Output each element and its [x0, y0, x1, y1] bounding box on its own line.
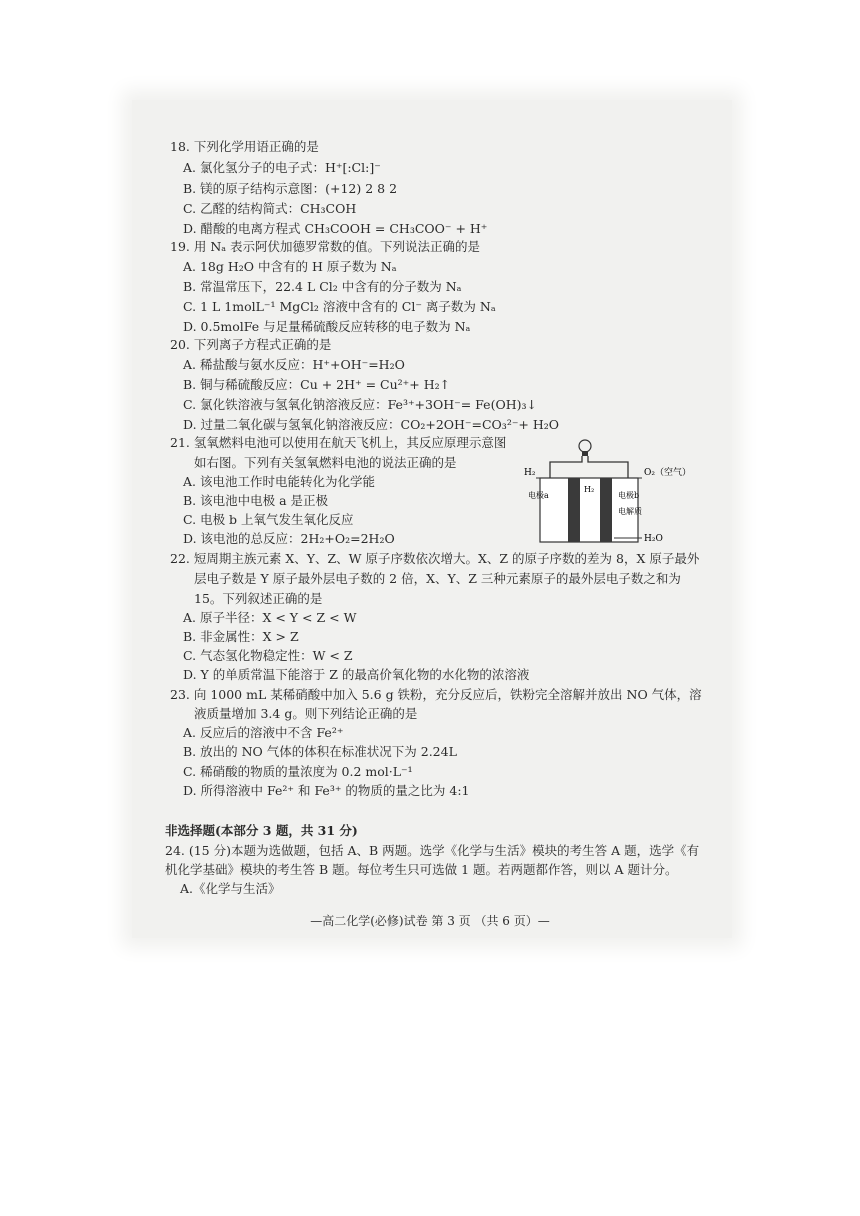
question-24-subtitle: A.《化学与生活》	[180, 881, 281, 896]
electrode-a	[568, 478, 580, 542]
label-h2-in: H₂	[524, 468, 536, 478]
q19-option-a: A. 18g H₂O 中含有的 H 原子数为 Nₐ	[183, 259, 397, 274]
q20-option-b: B. 铜与稀硫酸反应：Cu + 2H⁺ = Cu²⁺+ H₂↑	[183, 377, 451, 392]
q23-option-b: B. 放出的 NO 气体的体积在标准状况下为 2.24L	[183, 744, 457, 759]
q22-option-d: D. Y 的单质常温下能溶于 Z 的最高价氧化物的水化物的浓溶液	[183, 667, 530, 682]
label-o2-in: O₂（空气）	[644, 468, 691, 478]
q21-option-a: A. 该电池工作时电能转化为化学能	[183, 474, 375, 489]
wire-left	[550, 456, 582, 478]
question-23-stem-cont: 液质量增加 3.4 g。则下列结论正确的是	[194, 706, 418, 721]
label-electrode-b: 电极b	[618, 491, 640, 500]
fuel-cell-diagram	[520, 438, 700, 548]
label-electrode-a: 电极a	[528, 491, 549, 500]
q20-option-a: A. 稀盐酸与氨水反应：H⁺+OH⁻=H₂O	[183, 357, 405, 372]
label-h2o-out: H₂O	[644, 534, 663, 544]
q21-option-d: D. 该电池的总反应：2H₂+O₂=2H₂O	[183, 531, 395, 546]
q18-option-a: A. 氯化氢分子的电子式：H⁺[:Cl:]⁻	[183, 160, 381, 175]
q20-option-d: D. 过量二氧化碳与氢氧化钠溶液反应：CO₂+2OH⁻=CO₃²⁻+ H₂O	[183, 417, 560, 432]
q18-option-c: C. 乙醛的结构简式：CH₃COH	[183, 201, 357, 216]
question-22-stem-cont2: 15。下列叙述正确的是	[194, 591, 323, 606]
question-24-line1: 24. (15 分)本题为选做题，包括 A、B 两题。选学《化学与生活》模块的考生答 A 题，选学《有	[165, 843, 700, 858]
q22-option-c: C. 气态氢化物稳定性：W < Z	[183, 648, 353, 663]
q21-option-b: B. 该电池中电极 a 是正极	[183, 493, 329, 508]
q21-option-c: C. 电极 b 上氧气发生氧化反应	[183, 512, 354, 527]
q23-option-c: C. 稀硝酸的物质的量浓度为 0.2 mol·L⁻¹	[183, 764, 413, 779]
q19-option-d: D. 0.5molFe 与足量稀硫酸反应转移的电子数为 Nₐ	[183, 319, 471, 334]
electrode-b	[600, 478, 612, 542]
section-heading: 非选择题(本部分 3 题，共 31 分)	[165, 823, 358, 838]
q19-option-c: C. 1 L 1molL⁻¹ MgCl₂ 溶液中含有的 Cl⁻ 离子数为 Nₐ	[183, 299, 496, 314]
question-20-stem: 20. 下列离子方程式正确的是	[170, 337, 332, 352]
question-21-stem: 21. 氢氧燃料电池可以使用在航天飞机上，其反应原理示意图	[170, 435, 507, 450]
q18-option-b: B. 镁的原子结构示意图：(+12) 2 8 2	[183, 181, 398, 196]
q23-option-a: A. 反应后的溶液中不含 Fe²⁺	[183, 725, 344, 740]
question-23-stem: 23. 向 1000 mL 某稀硝酸中加入 5.6 g 铁粉，充分反应后，铁粉完全溶解并放出 NO 气体，溶	[170, 687, 702, 702]
q22-option-b: B. 非金属性：X > Z	[183, 629, 299, 644]
question-19-stem: 19. 用 Nₐ 表示阿伏加德罗常数的值。下列说法正确的是	[170, 239, 481, 254]
q23-option-d: D. 所得溶液中 Fe²⁺ 和 Fe³⁺ 的物质的量之比为 4:1	[183, 783, 470, 798]
q18-option-d: D. 醋酸的电离方程式 CH₃COOH = CH₃COO⁻ + H⁺	[183, 221, 488, 236]
q20-option-c: C. 氯化铁溶液与氢氧化钠溶液反应：Fe³⁺+3OH⁻= Fe(OH)₃↓	[183, 397, 537, 412]
question-22-stem-cont: 层电子数是 Y 原子最外层电子数的 2 倍，X、Y、Z 三种元素原子的最外层电子数之和为	[194, 571, 681, 586]
wire-right	[588, 456, 628, 478]
question-22-stem: 22. 短周期主族元素 X、Y、Z、W 原子序数依次增大。X、Z 的原子序数的差为 8，X 原子最外	[170, 551, 700, 566]
question-21-stem-cont: 如右图。下列有关氢氧燃料电池的说法正确的是	[194, 455, 457, 470]
page-footer: —高二化学(必修)试卷 第 3 页 （共 6 页）—	[310, 914, 550, 928]
lamp-icon	[579, 440, 591, 456]
q22-option-a: A. 原子半径：X < Y < Z < W	[183, 610, 357, 625]
q19-option-b: B. 常温常压下，22.4 L Cl₂ 中含有的分子数为 Nₐ	[183, 279, 462, 294]
label-electrolyte: 电解质	[618, 507, 642, 516]
question-18-stem: 18. 下列化学用语正确的是	[170, 139, 319, 154]
question-24-line2: 机化学基础》模块的考生答 B 题。每位考生只可选做 1 题。若两题都作答，则以 A 题计分。	[165, 862, 678, 877]
label-h2-mid: H₂	[584, 485, 595, 494]
